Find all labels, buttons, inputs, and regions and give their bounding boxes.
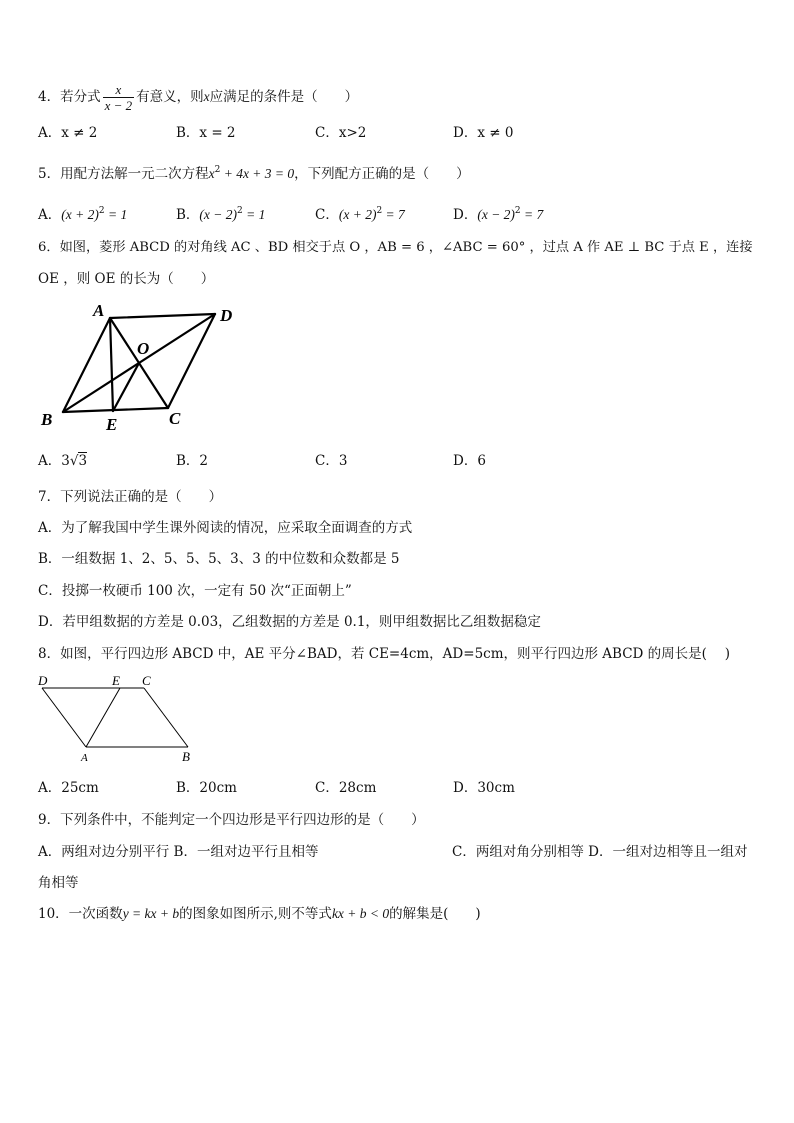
q5-eq-rest: + 4x + 3 = 0 (220, 166, 295, 181)
q6-option-c: C．3 (315, 453, 348, 469)
question-5 (38, 161, 470, 183)
label-e: E (112, 673, 120, 688)
q5-prefix: 5．用配方法解一元二次方程 (38, 166, 209, 182)
question-10 (38, 905, 481, 923)
q5-option-c: C．$(x + 2)^2 = 7$ (315, 206, 405, 223)
q8-option-c: C．28cm (315, 780, 377, 796)
q4-prefix: 若分式 (60, 89, 101, 105)
q8-option-a: A．25cm (38, 780, 99, 796)
parallelogram-figure (32, 672, 212, 768)
q5-option-b: B．$(x - 2)^2 = 1$ (176, 206, 266, 223)
q6-option-a: A．3√3 (38, 453, 88, 469)
q8-option-b: B．20cm (176, 780, 237, 796)
q4-option-b: B．x = 2 (176, 125, 236, 141)
q4-fraction (103, 82, 135, 113)
q4-option-c: C．x>2 (315, 125, 367, 141)
q9-options-ab: A．两组对边分别平行 B．一组对边平行且相等 (38, 844, 319, 860)
q5-option-a: A．$(x + 2)^2 = 1$ (38, 206, 128, 223)
sqrt-coefficient: 3 (61, 453, 70, 469)
q4-option-d: D．x ≠ 0 (453, 125, 514, 141)
q10-prefix: 10．一次函数 (38, 906, 123, 922)
question-4: 4．若分式 $\frac{x}{x - 2}$ 有意义，则x应满足的条件是（ ） (38, 82, 359, 113)
q10-function: y = kx + b (122, 906, 180, 921)
question-6-line-2: OE ，则 OE 的长为（ ） (38, 271, 215, 287)
question-9: 9．下列条件中，不能判定一个四边形是平行四边形的是（ ） (38, 812, 425, 828)
label-c: C (169, 409, 181, 428)
side-da (42, 688, 86, 747)
label-a: A (81, 752, 88, 764)
side-cb (144, 688, 188, 747)
sqrt-radicand: 3 (78, 453, 88, 469)
question-8: 8．如图，平行四边形 ABCD 中，AE 平分∠BAD，若 CE=4cm，AD=5cm，则平行四边形 ABCD 的周长是( ) (38, 646, 730, 662)
q4-suffix: 应满足的条件是（ ） (209, 89, 359, 105)
q7-option-b: B．一组数据 1、2、5、5、5、3、3 的中位数和众数都是 5 (38, 551, 400, 567)
label-e: E (106, 415, 118, 434)
q4-fraction-denominator: x − 2 (104, 98, 133, 113)
q9-options-cd: C．两组对角分别相等 D．一组对边相等且一组对 (452, 844, 748, 860)
bisector-ae (86, 688, 120, 747)
label-d: D (220, 306, 233, 325)
q7-option-a: A．为了解我国中学生课外阅读的情况，应采取全面调查的方式 (38, 520, 413, 536)
label-b: B (41, 410, 53, 429)
q7-option-c: C．投掷一枚硬币 100 次，一定有 50 次“正面朝上” (38, 583, 352, 599)
q4-fraction-numerator: x (115, 82, 122, 97)
question-6-line-1: 6．如图，菱形 ABCD 的对角线 AC 、BD 相交于点 O ，AB = 6 ，∠ABC = 60° ，过点 A 作 AE ⊥ BC 于点 E ，连接 (38, 240, 753, 255)
q5-eq-x: x (208, 166, 215, 181)
q4-number: 4 (38, 89, 47, 105)
q6-option-d: D．6 (453, 453, 486, 469)
q9-options-cd-wrap: 角相等 (38, 875, 79, 891)
label-d: D (38, 673, 48, 688)
q8-option-d: D．30cm (453, 780, 515, 796)
q4-middle: 有意义，则 (136, 89, 204, 105)
q6-option-b: B．2 (176, 453, 209, 469)
label-b: B (182, 749, 190, 764)
q7-option-d: D．若甲组数据的方差是 0.03，乙组数据的方差是 0.1，则甲组数据比乙组数据稳定 (38, 614, 541, 630)
label-a: A (93, 301, 105, 320)
q10-suffix: 的解集是( ) (389, 906, 481, 922)
q10-inequality: kx + b < 0 (331, 906, 390, 921)
rhombus-figure (35, 298, 265, 438)
altitude-ae (110, 318, 113, 411)
sqrt-icon: √ (69, 453, 79, 469)
q5-option-d: D．$(x - 2)^2 = 7$ (453, 206, 544, 223)
q5-eq-sup: 2 (214, 165, 221, 175)
label-o: O (137, 339, 150, 358)
question-7: 7．下列说法正确的是（ ） (38, 489, 223, 505)
q10-middle: 的图象如图所示,则不等式 (179, 906, 332, 922)
side-ad (110, 314, 215, 318)
q5-suffix: ，下列配方正确的是（ ） (294, 166, 470, 182)
q4-variable: x (203, 89, 210, 104)
q4-option-a: A．x ≠ 2 (38, 125, 98, 141)
label-c: C (142, 673, 151, 688)
